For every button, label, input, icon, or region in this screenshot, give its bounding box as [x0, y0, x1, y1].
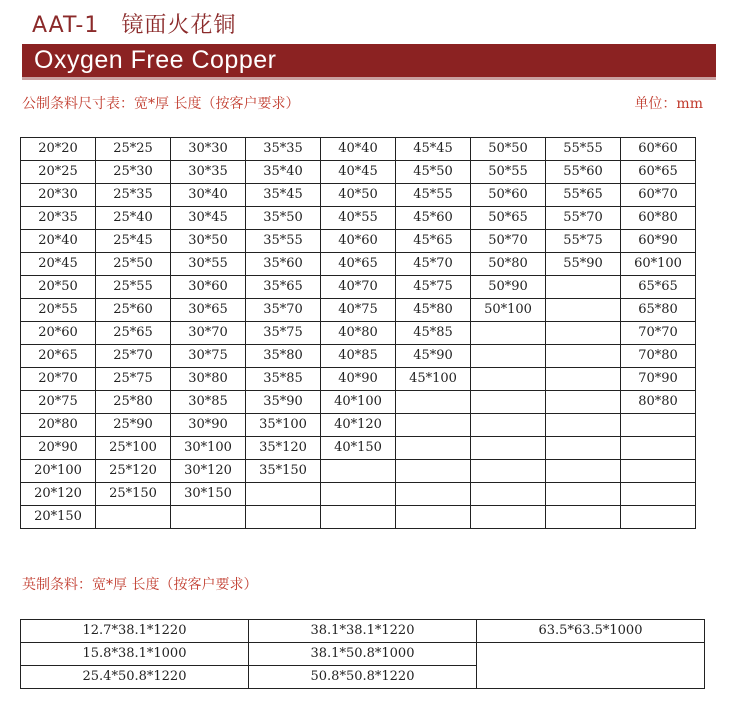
- table-cell: 30*30: [171, 138, 246, 161]
- product-code: AAT-1: [32, 13, 100, 38]
- table-cell: 40*65: [321, 253, 396, 276]
- table-cell: 45*55: [396, 184, 471, 207]
- table-cell: 20*50: [21, 276, 96, 299]
- table-cell: [321, 483, 396, 506]
- table-cell: 45*50: [396, 161, 471, 184]
- table-cell: 35*70: [246, 299, 321, 322]
- banner-text: Oxygen Free Copper: [34, 46, 277, 74]
- table-cell: 40*50: [321, 184, 396, 207]
- table-cell: 45*90: [396, 345, 471, 368]
- table-cell: 25*120: [96, 460, 171, 483]
- table-cell: 30*85: [171, 391, 246, 414]
- table-cell: 25*65: [96, 322, 171, 345]
- table-cell: 35*120: [246, 437, 321, 460]
- metric-size-table: [20, 137, 696, 529]
- table-row: [21, 460, 696, 483]
- metric-caption: 公制条料尺寸表：宽*厚 长度（按客户要求）: [22, 96, 300, 112]
- table-cell: 50*80: [471, 253, 546, 276]
- table-cell: 40*90: [321, 368, 396, 391]
- table-cell: 40*70: [321, 276, 396, 299]
- table-cell: 20*90: [21, 437, 96, 460]
- table-cell: 35*85: [246, 368, 321, 391]
- table-cell: [546, 345, 621, 368]
- table-cell: 30*50: [171, 230, 246, 253]
- table-row: [21, 345, 696, 368]
- table-cell: 45*85: [396, 322, 471, 345]
- table-cell: 30*40: [171, 184, 246, 207]
- table-cell: 55*90: [546, 253, 621, 276]
- table-cell: [621, 506, 696, 529]
- imperial-caption: 英制条料：宽*厚 长度（按客户要求）: [22, 577, 258, 593]
- table-cell: 12.7*38.1*1220: [21, 620, 249, 643]
- table-cell: 50.8*50.8*1220: [249, 666, 477, 689]
- unit-label: 单位：mm: [634, 96, 703, 112]
- table-cell: [546, 322, 621, 345]
- table-cell: 30*65: [171, 299, 246, 322]
- table-cell: 20*120: [21, 483, 96, 506]
- table-cell: 30*150: [171, 483, 246, 506]
- table-cell: 80*80: [621, 391, 696, 414]
- table-cell: 20*80: [21, 414, 96, 437]
- table-cell: [621, 483, 696, 506]
- table-cell: 20*100: [21, 460, 96, 483]
- table-cell: [477, 643, 705, 689]
- table-cell: [321, 460, 396, 483]
- table-cell: 40*55: [321, 207, 396, 230]
- table-cell: 45*75: [396, 276, 471, 299]
- table-cell: 20*60: [21, 322, 96, 345]
- table-cell: 25*45: [96, 230, 171, 253]
- table-cell: 25*70: [96, 345, 171, 368]
- table-cell: 70*70: [621, 322, 696, 345]
- table-cell: 30*35: [171, 161, 246, 184]
- table-row: [21, 391, 696, 414]
- table-cell: [471, 414, 546, 437]
- table-cell: 50*100: [471, 299, 546, 322]
- table-cell: 40*100: [321, 391, 396, 414]
- table-row: [21, 620, 705, 643]
- table-cell: 60*70: [621, 184, 696, 207]
- table-cell: 55*70: [546, 207, 621, 230]
- table-cell: 60*100: [621, 253, 696, 276]
- table-cell: 50*55: [471, 161, 546, 184]
- table-cell: 20*150: [21, 506, 96, 529]
- table-row: [21, 161, 696, 184]
- table-cell: 40*40: [321, 138, 396, 161]
- table-cell: [396, 483, 471, 506]
- table-cell: 40*75: [321, 299, 396, 322]
- table-cell: 60*60: [621, 138, 696, 161]
- table-row: [21, 437, 696, 460]
- table-cell: [171, 506, 246, 529]
- table-cell: [546, 437, 621, 460]
- title-banner: [22, 44, 716, 80]
- table-cell: 40*120: [321, 414, 396, 437]
- imperial-size-table: [20, 619, 705, 689]
- table-cell: [396, 506, 471, 529]
- table-row: [21, 483, 696, 506]
- table-cell: 25*30: [96, 161, 171, 184]
- table-cell: 30*45: [171, 207, 246, 230]
- table-cell: 35*40: [246, 161, 321, 184]
- table-cell: 40*85: [321, 345, 396, 368]
- table-cell: 45*45: [396, 138, 471, 161]
- table-cell: [546, 368, 621, 391]
- table-cell: 25*35: [96, 184, 171, 207]
- table-cell: [471, 368, 546, 391]
- table-cell: 30*90: [171, 414, 246, 437]
- table-cell: 35*60: [246, 253, 321, 276]
- table-cell: [621, 460, 696, 483]
- table-cell: 35*50: [246, 207, 321, 230]
- table-cell: 25*40: [96, 207, 171, 230]
- table-cell: 70*90: [621, 368, 696, 391]
- table-cell: 20*55: [21, 299, 96, 322]
- table-row: [21, 299, 696, 322]
- table-cell: 55*75: [546, 230, 621, 253]
- table-cell: 35*80: [246, 345, 321, 368]
- table-cell: 25*25: [96, 138, 171, 161]
- product-title: 镜面火花铜: [121, 13, 237, 38]
- table-cell: [471, 483, 546, 506]
- table-cell: 35*75: [246, 322, 321, 345]
- table-cell: [546, 483, 621, 506]
- table-row: [21, 368, 696, 391]
- table-cell: 40*80: [321, 322, 396, 345]
- table-cell: [546, 299, 621, 322]
- table-cell: 35*90: [246, 391, 321, 414]
- table-cell: [546, 276, 621, 299]
- table-cell: 25*60: [96, 299, 171, 322]
- table-cell: 55*55: [546, 138, 621, 161]
- table-cell: 30*75: [171, 345, 246, 368]
- table-row: [21, 138, 696, 161]
- table-cell: 20*45: [21, 253, 96, 276]
- table-cell: 25*80: [96, 391, 171, 414]
- table-cell: 25*50: [96, 253, 171, 276]
- table-row: [21, 276, 696, 299]
- table-cell: 20*70: [21, 368, 96, 391]
- table-cell: 30*100: [171, 437, 246, 460]
- table-cell: [246, 506, 321, 529]
- table-row: [21, 506, 696, 529]
- table-cell: 70*80: [621, 345, 696, 368]
- table-cell: 30*60: [171, 276, 246, 299]
- table-cell: 63.5*63.5*1000: [477, 620, 705, 643]
- table-cell: [96, 506, 171, 529]
- table-cell: 38.1*38.1*1220: [249, 620, 477, 643]
- table-cell: 25*150: [96, 483, 171, 506]
- table-cell: 30*55: [171, 253, 246, 276]
- table-cell: 30*80: [171, 368, 246, 391]
- table-cell: 35*100: [246, 414, 321, 437]
- table-cell: [621, 414, 696, 437]
- table-cell: [471, 506, 546, 529]
- table-cell: 25*90: [96, 414, 171, 437]
- table-cell: 45*80: [396, 299, 471, 322]
- table-row: [21, 253, 696, 276]
- table-cell: 65*65: [621, 276, 696, 299]
- table-cell: 55*65: [546, 184, 621, 207]
- table-cell: 35*150: [246, 460, 321, 483]
- table-cell: 35*35: [246, 138, 321, 161]
- table-cell: 60*90: [621, 230, 696, 253]
- table-cell: [546, 506, 621, 529]
- table-cell: 20*75: [21, 391, 96, 414]
- table-row: [21, 184, 696, 207]
- table-cell: 65*80: [621, 299, 696, 322]
- table-cell: [471, 391, 546, 414]
- table-cell: 45*100: [396, 368, 471, 391]
- table-cell: [396, 437, 471, 460]
- table-cell: 20*35: [21, 207, 96, 230]
- table-cell: [321, 506, 396, 529]
- table-row: [21, 643, 705, 666]
- table-cell: [471, 460, 546, 483]
- table-row: [21, 230, 696, 253]
- table-cell: 20*65: [21, 345, 96, 368]
- table-cell: 55*60: [546, 161, 621, 184]
- table-cell: 35*65: [246, 276, 321, 299]
- table-cell: 50*90: [471, 276, 546, 299]
- table-cell: 35*55: [246, 230, 321, 253]
- table-cell: 45*60: [396, 207, 471, 230]
- table-cell: [471, 345, 546, 368]
- table-cell: [471, 322, 546, 345]
- table-cell: [546, 391, 621, 414]
- table-cell: 20*40: [21, 230, 96, 253]
- table-cell: 25*100: [96, 437, 171, 460]
- header: [32, 8, 236, 39]
- table-cell: [246, 483, 321, 506]
- table-cell: [546, 460, 621, 483]
- table-cell: 25*55: [96, 276, 171, 299]
- table-cell: 40*150: [321, 437, 396, 460]
- table-cell: 60*65: [621, 161, 696, 184]
- table-cell: 50*65: [471, 207, 546, 230]
- table-cell: 25.4*50.8*1220: [21, 666, 249, 689]
- table-cell: 30*70: [171, 322, 246, 345]
- table-cell: 45*65: [396, 230, 471, 253]
- table-cell: [471, 437, 546, 460]
- table-cell: 45*70: [396, 253, 471, 276]
- table-cell: 40*60: [321, 230, 396, 253]
- table-cell: 40*45: [321, 161, 396, 184]
- table-cell: [546, 414, 621, 437]
- table-cell: [621, 437, 696, 460]
- table-cell: 30*120: [171, 460, 246, 483]
- table-cell: [396, 391, 471, 414]
- table-cell: [396, 460, 471, 483]
- table-cell: 15.8*38.1*1000: [21, 643, 249, 666]
- table-cell: 50*70: [471, 230, 546, 253]
- table-cell: 20*25: [21, 161, 96, 184]
- table-cell: 20*20: [21, 138, 96, 161]
- table-cell: 38.1*50.8*1000: [249, 643, 477, 666]
- table-cell: 35*45: [246, 184, 321, 207]
- table-cell: 25*75: [96, 368, 171, 391]
- table-row: [21, 414, 696, 437]
- table-cell: 50*50: [471, 138, 546, 161]
- table-cell: 20*30: [21, 184, 96, 207]
- table-row: [21, 207, 696, 230]
- table-cell: 50*60: [471, 184, 546, 207]
- table-cell: 60*80: [621, 207, 696, 230]
- table-cell: [396, 414, 471, 437]
- table-row: [21, 322, 696, 345]
